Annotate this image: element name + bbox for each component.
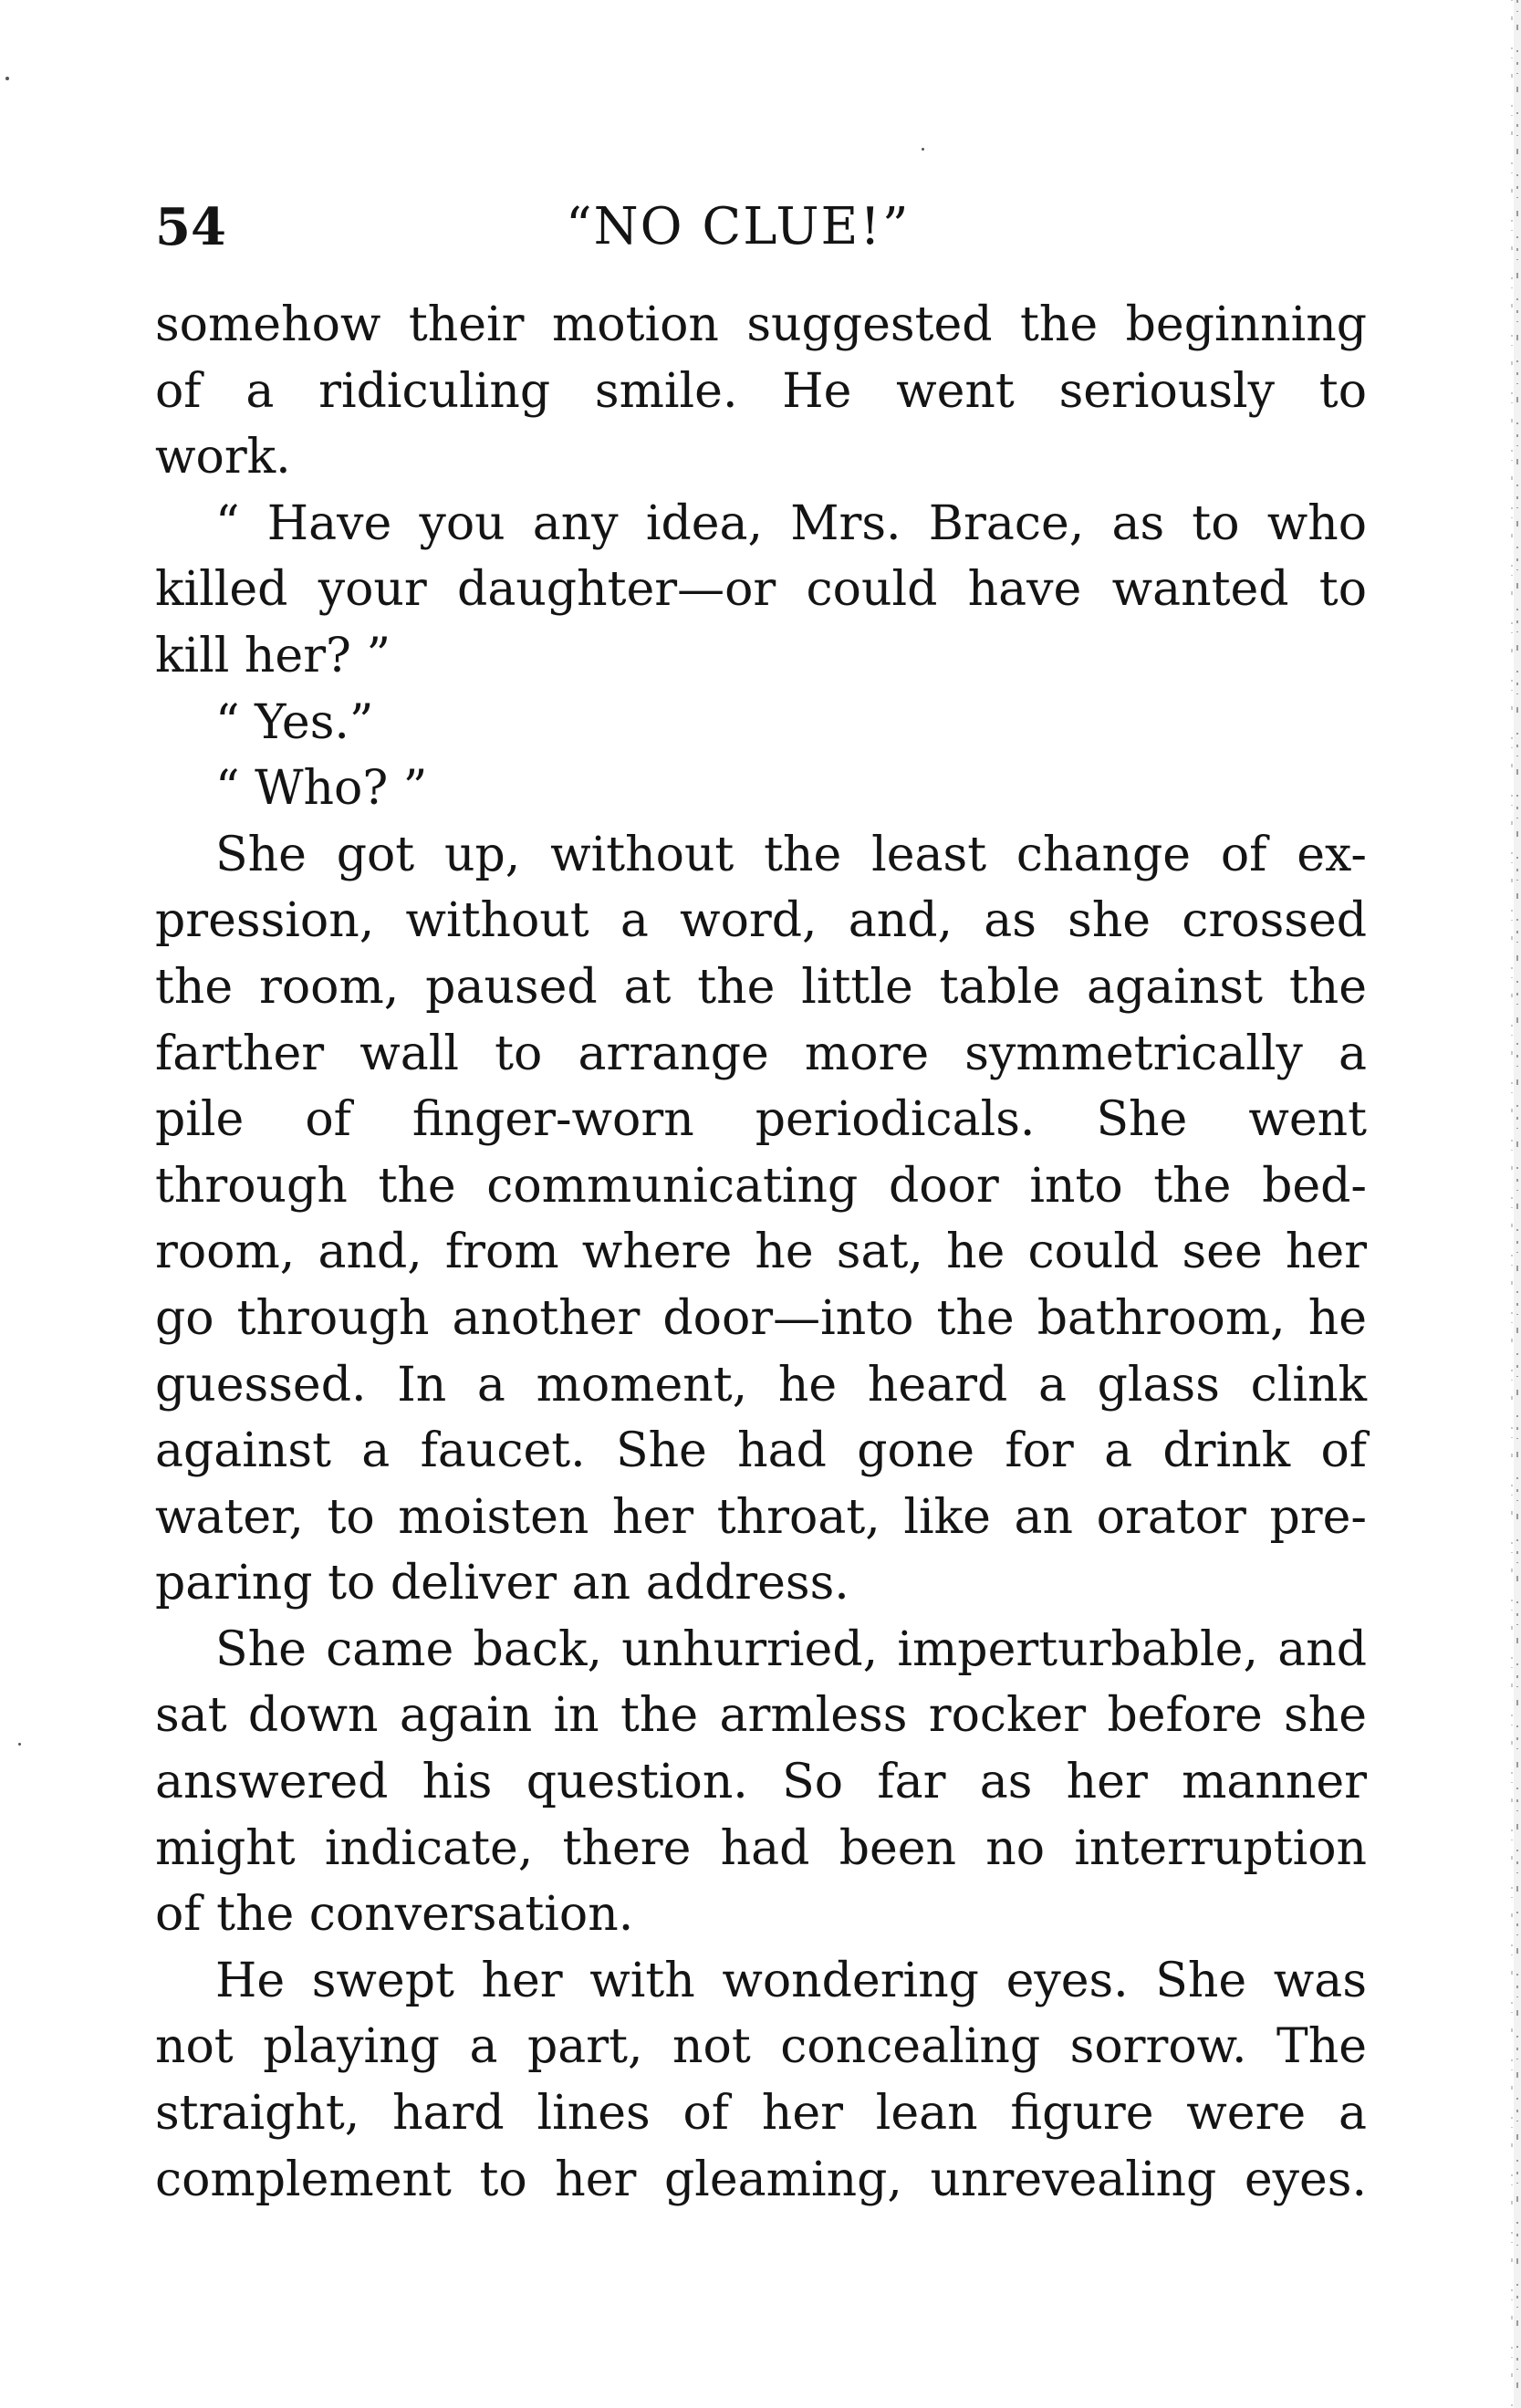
text-line: go through another door—into the bathroom, he — [155, 1290, 1367, 1346]
scan-speck — [18, 1743, 21, 1746]
text-line: guessed. In a moment, he heard a glass clink — [155, 1357, 1367, 1412]
text-line: somehow their motion suggested the beginning — [155, 297, 1367, 352]
text-line: killed your daughter—or could have wanted to — [155, 562, 1367, 618]
text-line: answered his question. So far as her manner — [155, 1755, 1367, 1810]
text-line: “ Have you any idea, Mrs. Brace, as to who — [215, 495, 1367, 551]
body-text — [155, 292, 1367, 2213]
text-line: sat down again in the armless rocker before she — [155, 1688, 1367, 1744]
text-line: paring to deliver an address. — [155, 1556, 849, 1611]
text-line: not playing a part, not concealing sorrow. The — [155, 2019, 1367, 2075]
text-line: against a faucet. She had gone for a drink of — [155, 1423, 1367, 1479]
text-line: water, to moisten her throat, like an orator pre- — [155, 1489, 1367, 1545]
text-line: of a ridiculing smile. He went seriously to — [155, 363, 1367, 419]
binding-edge-shadow — [1501, 0, 1521, 2408]
scan-speck — [5, 77, 9, 80]
text-line: “ Who? ” — [215, 761, 428, 817]
text-line: “ Yes.” — [215, 694, 374, 750]
text-line: through the communicating door into the bed- — [155, 1158, 1367, 1214]
text-line: room, and, from where he sat, he could see her — [155, 1225, 1367, 1280]
text-line: the room, paused at the little table against the — [155, 959, 1367, 1015]
scan-speck — [922, 148, 924, 151]
text-line: pression, without a word, and, as she crossed — [155, 893, 1367, 949]
text-line: might indicate, there had been no interruption — [155, 1820, 1367, 1876]
text-line: complement to her gleaming, unrevealing eyes. — [155, 2152, 1367, 2207]
text-line: straight, hard lines of her lean figure were a — [155, 2086, 1367, 2142]
page-number: 54 — [155, 197, 226, 257]
text-line: pile of finger-worn periodicals. She went — [155, 1092, 1367, 1148]
text-line: He swept her with wondering eyes. She was — [215, 1953, 1367, 2008]
text-line: She got up, without the least change of ex- — [215, 827, 1367, 882]
text-line: kill her? ” — [155, 628, 391, 683]
text-line: She came back, unhurried, imperturbable, and — [215, 1621, 1367, 1677]
text-line: work. — [155, 430, 291, 485]
running-title: “NO CLUE!” — [566, 197, 911, 256]
text-line: farther wall to arrange more symmetrically a — [155, 1026, 1367, 1081]
page-header — [155, 195, 1360, 259]
text-line: of the conversation. — [155, 1887, 634, 1943]
